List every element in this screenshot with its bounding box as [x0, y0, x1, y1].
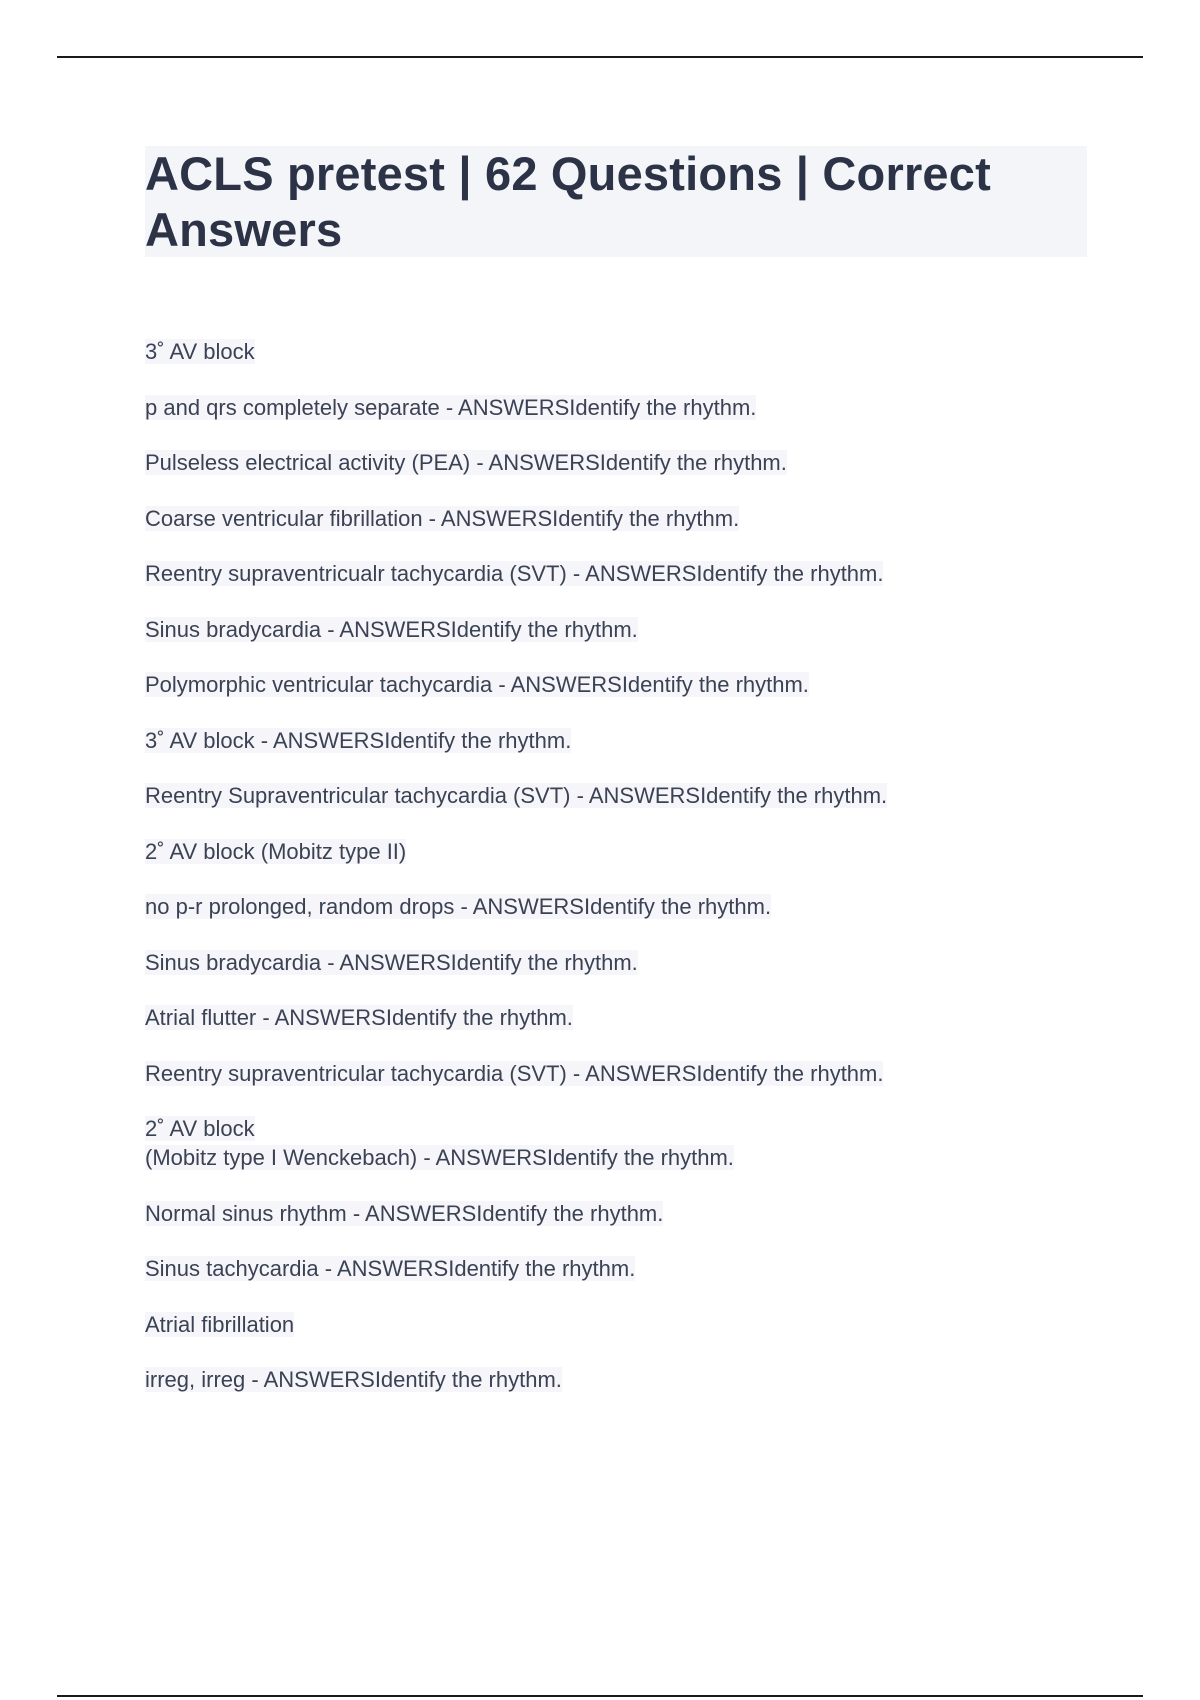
- list-item: Polymorphic ventricular tachycardia - ANSWERSIdentify the rhythm.: [145, 672, 809, 697]
- list-item: Sinus bradycardia - ANSWERSIdentify the rhythm.: [145, 950, 638, 975]
- header-rule: [57, 56, 1143, 58]
- list-item: Coarse ventricular fibrillation - ANSWERSIdentify the rhythm.: [145, 506, 740, 531]
- list-item: Reentry Supraventricular tachycardia (SVT) - ANSWERSIdentify the rhythm.: [145, 783, 888, 808]
- list-item: Atrial fibrillation: [145, 1312, 295, 1337]
- list-item: 3˚ AV block: [145, 339, 255, 364]
- list-item: Sinus bradycardia - ANSWERSIdentify the rhythm.: [145, 617, 638, 642]
- list-item: no p-r prolonged, random drops - ANSWERSIdentify the rhythm.: [145, 894, 772, 919]
- list-item: Atrial flutter - ANSWERSIdentify the rhythm.: [145, 1005, 573, 1030]
- list-item: 2˚ AV block (Mobitz type I Wenckebach) - ANSWERSIdentify the rhythm.: [145, 1116, 734, 1170]
- list-item: 3˚ AV block - ANSWERSIdentify the rhythm.: [145, 728, 572, 753]
- list-item: Pulseless electrical activity (PEA) - ANSWERSIdentify the rhythm.: [145, 450, 787, 475]
- entry-list: [145, 337, 1045, 1394]
- list-item: p and qrs completely separate - ANSWERSIdentify the rhythm.: [145, 395, 757, 420]
- footer-rule: [57, 1695, 1143, 1697]
- list-item: irreg, irreg - ANSWERSIdentify the rhythm.: [145, 1367, 562, 1392]
- list-item: Sinus tachycardia - ANSWERSIdentify the rhythm.: [145, 1256, 636, 1281]
- title-block: [145, 146, 1087, 257]
- document-title: ACLS pretest | 62 Questions | Correct Answers: [145, 147, 991, 256]
- list-item: Normal sinus rhythm - ANSWERSIdentify the rhythm.: [145, 1201, 664, 1226]
- list-item: Reentry supraventricualr tachycardia (SVT) - ANSWERSIdentify the rhythm.: [145, 561, 884, 586]
- list-item: Reentry supraventricular tachycardia (SVT) - ANSWERSIdentify the rhythm.: [145, 1061, 884, 1086]
- list-item: 2˚ AV block (Mobitz type II): [145, 839, 407, 864]
